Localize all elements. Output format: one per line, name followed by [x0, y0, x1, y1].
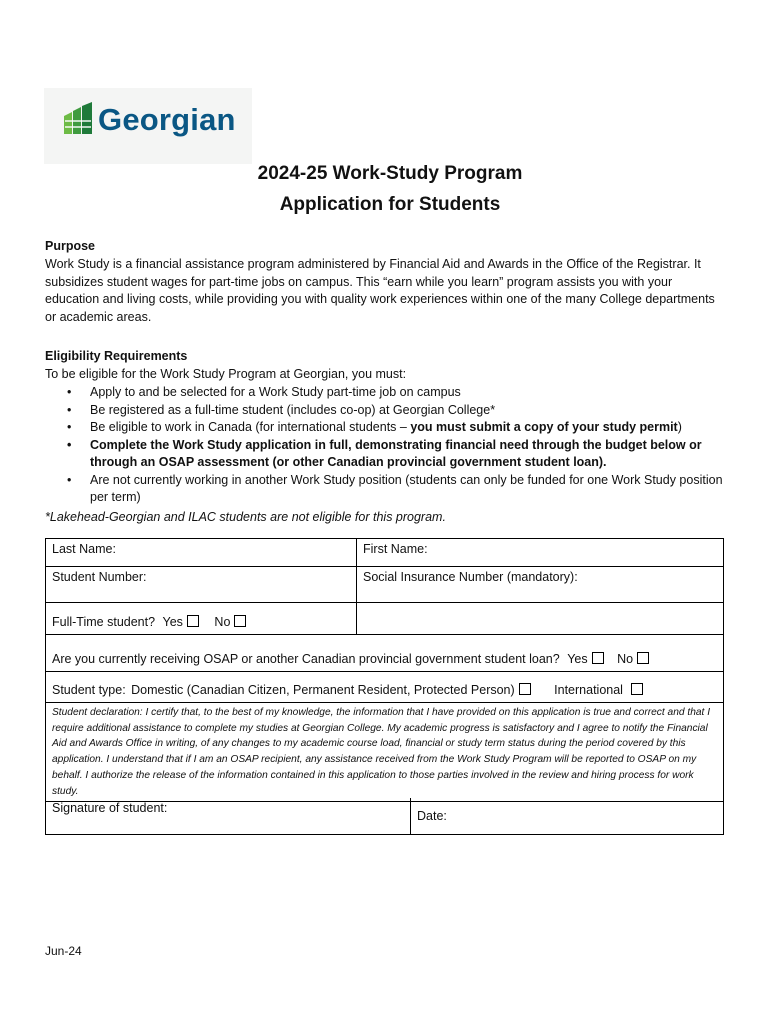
footer-date: Jun-24	[45, 944, 82, 958]
empty-cell	[357, 603, 724, 635]
osap-row	[46, 635, 724, 672]
international-label: International	[554, 683, 623, 697]
application-form	[45, 538, 724, 802]
page-subtitle: Application for Students	[279, 194, 501, 215]
purpose-heading: Purpose	[45, 239, 96, 253]
full-time-no-checkbox[interactable]	[234, 615, 246, 627]
no-label: No	[617, 652, 634, 666]
yes-label: Yes	[162, 615, 183, 629]
eligibility-item: • Complete the Work Study application in full, demonstrating financial need through the budget below or through an OSAP assessment (or other Canadian provincial government student loan).	[45, 437, 725, 472]
sin-field[interactable]: Social Insurance Number (mandatory):	[357, 567, 724, 603]
student-type-label: Student type:	[52, 683, 126, 697]
last-name-field[interactable]: Last Name:	[46, 539, 357, 567]
eligibility-note: *Lakehead-Georgian and ILAC students are not eligible for this program.	[45, 510, 446, 524]
eligibility-item: • Are not currently working in another Work Study position (students can only be funded for one Work Study position per term)	[45, 472, 725, 507]
full-time-label: Full-Time student?	[52, 615, 156, 629]
student-number-field[interactable]: Student Number:	[46, 567, 357, 603]
purpose-text: Work Study is a financial assistance program administered by Financial Aid and Awards in the Office of the Registrar. It subsidizes student wages for part-time jobs on campus. This “earn while you learn” program assists you with your education and living costs, while providing you with quality work experiences within one of the many College departments or academic areas.	[45, 257, 715, 324]
domestic-checkbox[interactable]	[519, 683, 531, 695]
eligibility-item-close: )	[677, 420, 682, 434]
date-field[interactable]: Date:	[411, 798, 724, 834]
eligibility-item-text: Be eligible to work in Canada (for international students –	[90, 420, 411, 434]
eligibility-intro: To be eligible for the Work Study Program at Georgian, you must:	[45, 367, 407, 381]
page-title: 2024-25 Work-Study Program	[257, 163, 523, 184]
eligibility-item: • Be registered as a full-time student (includes co-op) at Georgian College*	[45, 402, 725, 420]
logo-text: Georgian	[98, 102, 236, 137]
no-label: No	[214, 615, 231, 629]
osap-question: Are you currently receiving OSAP or another Canadian provincial government student loan?	[52, 652, 560, 666]
eligibility-heading: Eligibility Requirements	[45, 349, 188, 363]
international-checkbox[interactable]	[631, 683, 643, 695]
georgian-logo-icon	[62, 102, 96, 136]
eligibility-item: • Apply to and be selected for a Work Study part-time job on campus	[45, 384, 725, 402]
signature-table	[45, 798, 724, 835]
student-type-row	[46, 672, 724, 703]
eligibility-item-bold: you must submit a copy of your study permit	[410, 420, 678, 434]
osap-no-checkbox[interactable]	[637, 652, 649, 664]
full-time-yes-checkbox[interactable]	[187, 615, 199, 627]
full-time-row	[46, 603, 357, 635]
osap-yes-checkbox[interactable]	[592, 652, 604, 664]
eligibility-item	[45, 419, 725, 437]
georgian-logo	[44, 88, 252, 164]
first-name-field[interactable]: First Name:	[357, 539, 724, 567]
eligibility-list	[45, 384, 725, 507]
yes-label: Yes	[567, 652, 588, 666]
domestic-label: Domestic (Canadian Citizen, Permanent Resident, Protected Person)	[131, 683, 515, 697]
signature-field[interactable]: Signature of student:	[46, 798, 411, 834]
student-declaration: Student declaration: I certify that, to the best of my knowledge, the information that I have provided on this application is true and correct and that I require additional assistance to complete my studies at Georgian College. My academic progress is satisfactory and I agree to notify the Financial Aid and Awards Office in writing, of any changes to my academic course load, financial or study term status during the period covered by this application. I understand that if I am an OSAP recipient, any assistance received from the Work Study Program will be reported to OSAP on my behalf. I authorize the release of the information contained in this application to those parties involved in the review and hiring process for work study.	[46, 703, 724, 802]
